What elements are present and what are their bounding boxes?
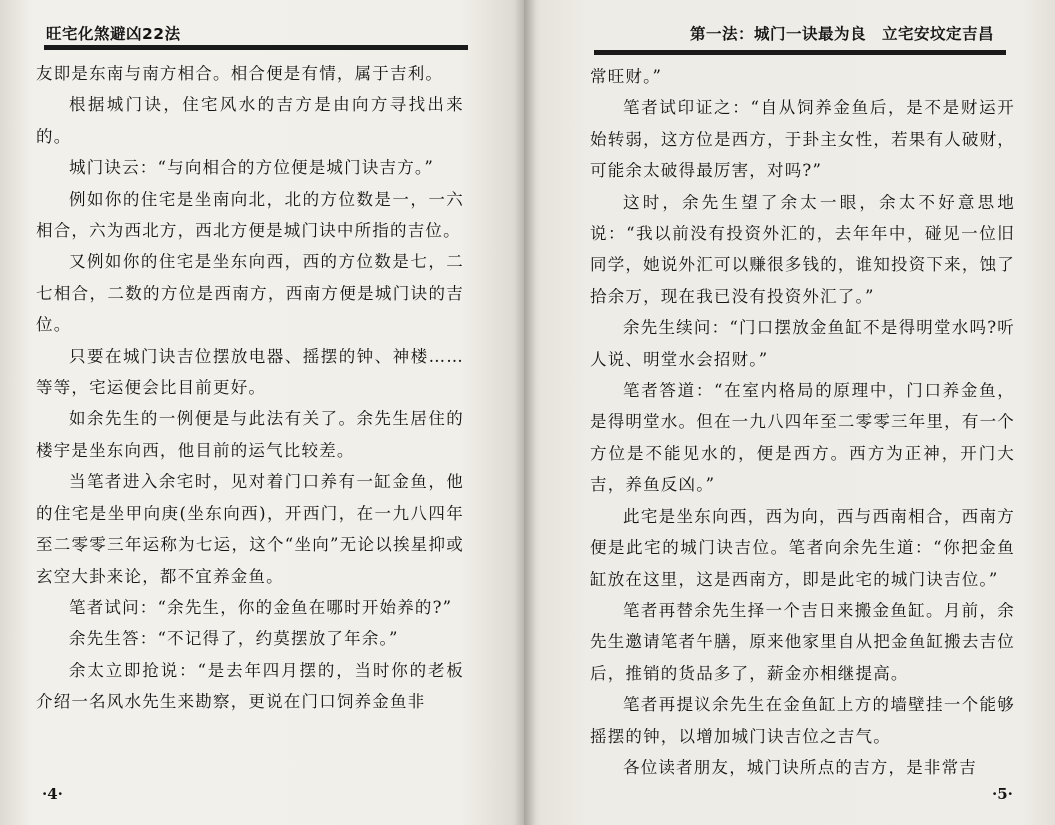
header-rule-left bbox=[44, 45, 468, 50]
paragraph: 当笔者进入余宅时，见对着门口养有一缸金鱼，他的住宅是坐甲向庚(坐东向西)，开西门，在一九八四年至二零零三年运称为七运，这个“坐向”无论以挨星抑或玄空大卦来论，都不宜养金鱼。 bbox=[36, 472, 464, 586]
paragraph: 城门诀云：“与向相合的方位便是城门诀吉方。” bbox=[69, 158, 435, 178]
paragraph: 笔者再提议余先生在金鱼缸上方的墙壁挂一个能够摇摆的钟，以增加城门诀吉位之吉气。 bbox=[590, 695, 1015, 746]
paragraph: 笔者试问：“余先生，你的金鱼在哪时开始养的?” bbox=[69, 597, 453, 617]
running-header-right: 第一法：城门一诀最为良 立宅安坟定吉昌 bbox=[689, 25, 994, 43]
paragraph: 余先生续问：“门口摆放金鱼缸不是得明堂水吗?听人说、明堂水会招财。” bbox=[590, 318, 1015, 369]
paragraph: 各位读者朋友，城门诀所点的吉方，是非常吉 bbox=[623, 757, 977, 777]
paragraph: 余先生答：“不记得了，约莫摆放了年余。” bbox=[69, 629, 399, 649]
book-gutter bbox=[514, 0, 536, 825]
paragraph: 又例如你的住宅是坐东向西，西的方位数是七，二七相合，二数的方位是西南方，西南方便是城门诀的吉位。 bbox=[36, 252, 464, 335]
paragraph: 根据城门诀，住宅风水的吉方是由向方寻找出来的。 bbox=[36, 95, 464, 146]
page-number-right: ·5· bbox=[992, 785, 1013, 803]
paragraph: 笔者答道：“在室内格局的原理中，门口养金鱼，是得明堂水。但在一九八四年至二零零三年里，有一个方位是不能见水的，便是西方。西方为正神，开门大吉，养鱼反凶。” bbox=[590, 381, 1015, 495]
left-page bbox=[0, 0, 524, 825]
paragraph: 余太立即抢说：“是去年四月摆的，当时你的老板介绍一名风水先生来勘察，更说在门口饲养金鱼非 bbox=[36, 660, 464, 712]
paragraph: 笔者再替余先生择一个吉日来搬金鱼缸。月前，余先生邀请笔者午膳，原来他家里自从把金鱼缸搬去吉位后，推销的货品多了，薪金亦相继提高。 bbox=[590, 600, 1015, 683]
paragraph: 友即是东南与南方相合。相合便是有情，属于吉利。 bbox=[36, 64, 444, 83]
paragraph: 此宅是坐东向西，西为向，西与西南相合，西南方便是此宅的城门诀吉位。笔者向余先生道：“你把金鱼缸放在这里，这是西南方，即是此宅的城门诀吉位。” bbox=[590, 506, 1015, 589]
paragraph: 例如你的住宅是坐南向北，北的方位数是一，一六相合，六为西北方，西北方便是城门诀中所指的吉位。 bbox=[36, 189, 464, 241]
right-page bbox=[524, 0, 1055, 825]
body-text-right bbox=[590, 61, 1015, 783]
page-number-left: ·4· bbox=[42, 785, 63, 803]
paragraph: 只要在城门诀吉位摆放电器、摇摆的钟、神楼……等等，宅运便会比目前更好。 bbox=[36, 346, 464, 398]
body-text-left bbox=[36, 58, 464, 718]
running-header-left: 旺宅化煞避凶22法 bbox=[46, 25, 181, 43]
header-rule-right bbox=[594, 50, 1006, 55]
paragraph: 常旺财。” bbox=[590, 67, 663, 86]
paragraph: 这时，余先生望了余太一眼，余太不好意思地说：“我以前没有投资外汇的，去年年中，碰见一位旧同学，她说外汇可以赚很多钱的，谁知投资下来，蚀了拾余万，现在我已没有投资外汇了。” bbox=[590, 192, 1015, 306]
paragraph: 如余先生的一例便是与此法有关了。余先生居住的楼宇是坐东向西，他目前的运气比较差。 bbox=[36, 409, 464, 460]
paragraph: 笔者试印证之：“自从饲养金鱼后，是不是财运开始转弱，这方位是西方，于卦主女性，若果有人破财，可能余太破得最厉害，对吗?” bbox=[590, 98, 1015, 181]
